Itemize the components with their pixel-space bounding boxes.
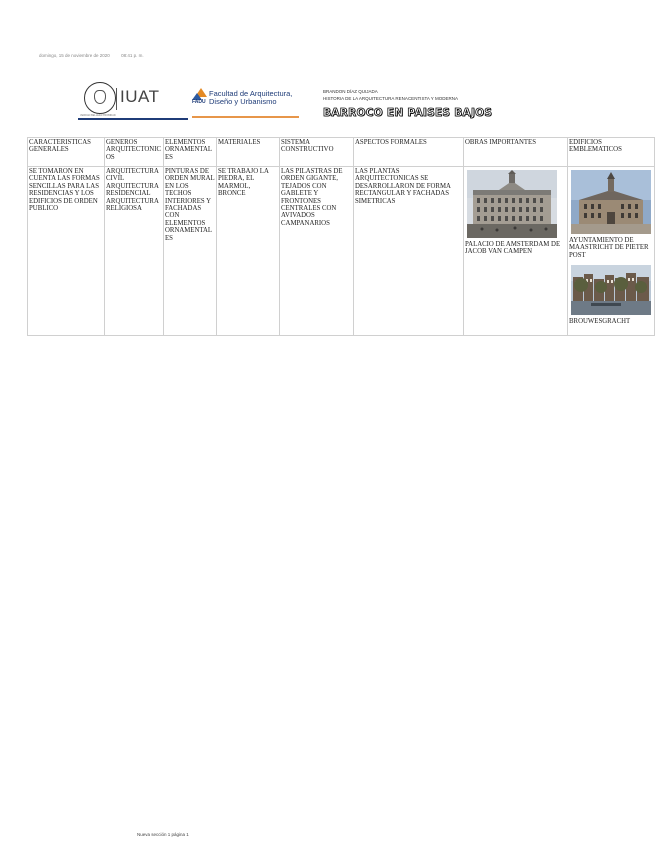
- uat-logo-divider: [116, 88, 117, 110]
- palace-amsterdam-caption: PALACIO DE AMSTERDAM DE JACOB VAN CAMPEN: [465, 241, 561, 256]
- cell-materiales: SE TRABAJO LA PIEDRA, EL MARMOL, BRONCE: [217, 167, 280, 336]
- header-sistema: SISTEMA CONSTRUCTIVO: [280, 138, 354, 167]
- cell-edificios: [568, 167, 655, 336]
- page-date: domingo, 15 de noviembre de 2020: [39, 53, 110, 58]
- page-date-line: [39, 53, 144, 58]
- document-title: BARROCO EN PAISES BAJOS: [323, 107, 493, 119]
- fadu-abbr: FADU: [192, 99, 206, 105]
- header-caracteristicas: CARACTERISTICAS GENERALES: [28, 138, 105, 167]
- author-block: [323, 88, 458, 102]
- maastricht-townhall-caption: AYUNTAMIENTO DE MAASTRICHT DE PIETER POST: [569, 237, 649, 259]
- fadu-name-line1: Facultad de Arquitectura,: [209, 89, 293, 98]
- cell-caracteristicas: SE TOMARON EN CUENTA LAS FORMAS SENCILLAS PARA LAS RESIDENCIAS Y LOS EDIFICIOS DE ORDEN PUBLICO: [28, 167, 105, 336]
- uat-logo-underline: [78, 118, 188, 120]
- fadu-logo: [192, 86, 302, 120]
- palace-amsterdam-photo: [467, 170, 557, 238]
- maastricht-townhall-photo: [571, 170, 651, 234]
- cell-generos: ARQUITECTURA CIVIL ARQUITECTURA RESIDENCIAL ARQUITECTURA RELIGIOSA: [105, 167, 164, 336]
- fadu-name-line2: Diseño y Urbanismo: [209, 97, 277, 106]
- cell-ornamentales: PINTURAS DE ORDEN MURAL EN LOS TECHOS INTERIORES Y FACHADAS CON ELEMENTOS ORNAMENTALES: [164, 167, 217, 336]
- uat-logo-text: IUAT: [120, 87, 160, 106]
- page-footer: Nueva sección 1 página 1: [137, 832, 189, 837]
- brouwersgracht-photo: [571, 265, 651, 315]
- cell-aspectos: LAS PLANTAS ARQUITECTONICAS SE DESARROLLARON DE FORMA RECTANGULAR Y FACHADAS SIMETRICAS: [354, 167, 464, 336]
- cell-obras: [464, 167, 568, 336]
- course-name: HISTORIA DE LA ARQUITECTURA RENACENTISTA Y MODERNA: [323, 96, 458, 101]
- fadu-logo-underline: [192, 116, 299, 118]
- brouwersgracht-caption: BROUWESGRACHT: [569, 318, 631, 326]
- fadu-name: [209, 90, 292, 106]
- header-ornamentales: ELEMENTOS ORNAMENTALES: [164, 138, 217, 167]
- summary-table: [27, 137, 655, 336]
- header-materiales: MATERIALES: [217, 138, 280, 167]
- uat-logo-motto: VERDAD BELLEZA PROBIDAD: [80, 114, 116, 117]
- table-header-row: [28, 138, 655, 167]
- table-row: [28, 167, 655, 336]
- cell-sistema: LAS PILASTRAS DE ORDEN GIGANTE, TEJADOS CON GABLETE Y FRONTONES CENTRALES CON AVIVADOS CAMPANARIOS: [280, 167, 354, 336]
- header-aspectos: ASPECTOS FORMALES: [354, 138, 464, 167]
- header-generos: GENEROS ARQUITECTONICOS: [105, 138, 164, 167]
- author-name: BRANDON DÍAZ QUIJADA: [323, 89, 378, 94]
- uat-seal-icon: [84, 82, 116, 114]
- uat-logo: [78, 80, 188, 120]
- header-obras: OBRAS IMPORTANTES: [464, 138, 568, 167]
- page-time: 08:41 p. m.: [121, 53, 144, 58]
- header-edificios: EDIFICIOS EMBLEMATICOS: [568, 138, 655, 167]
